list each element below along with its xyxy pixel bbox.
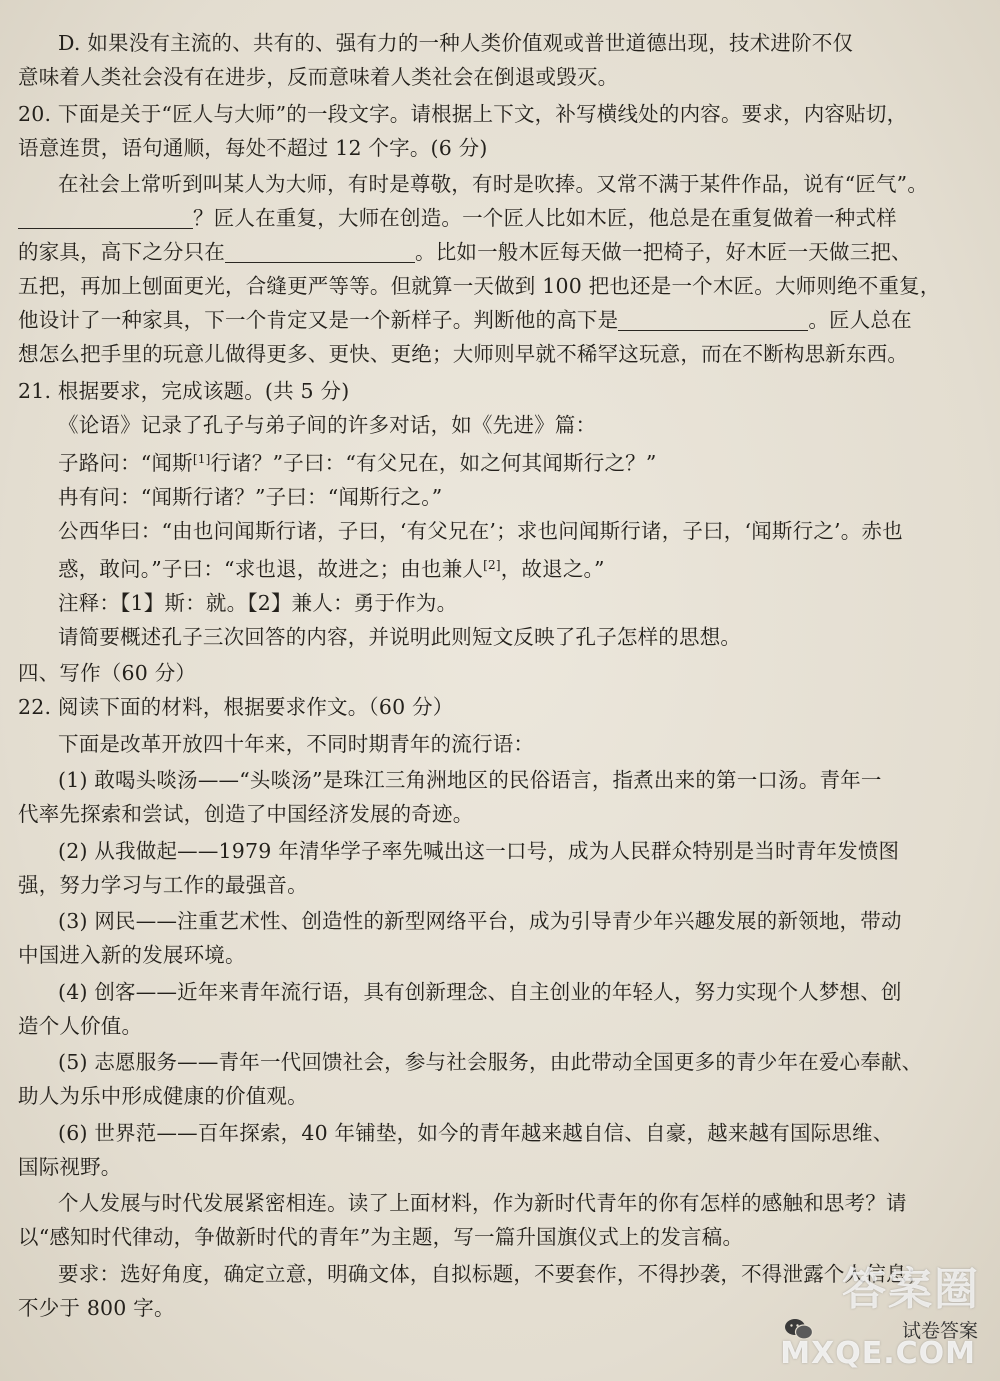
material-6-line2: 国际视野。 (18, 1154, 122, 1179)
page-content (18, 26, 978, 1325)
passage-20-line5 (18, 303, 978, 337)
answer-blank-3 (618, 310, 808, 332)
passage-21-line2-text-b: 行诸？”子曰：“有父兄在，如之何其闻斯行之？” (210, 450, 657, 475)
material-1-line1: (1) 敢喝头啖汤——“头啖汤”是珠江三角洲地区的民俗语言，指煮出来的第一口汤。青年一 (58, 768, 882, 792)
question-20-line1: 20. 下面是关于“匠人与大师”的一段文字。请根据上下文，补写横线处的内容。要求，内容贴切， (18, 101, 908, 126)
question-21: 21. 根据要求，完成该题。(共 5 分) (18, 378, 350, 403)
material-6-line1: (6) 世界范——百年探索，40 年铺垫，如今的青年越来越自信、自豪，越来越有国际思维、 (58, 1120, 894, 1145)
passage-21-line5 (18, 548, 978, 586)
passage-20-line1: 在社会上常听到叫某人为大师，有时是尊敬，有时是吹捧。又常不满于某件作品，说有“匠气”。 (58, 172, 929, 196)
material-4-line2: 造个人价值。 (18, 1013, 143, 1038)
material-4-line1: (4) 创客——近年来青年流行语，具有创新理念、自主创业的年轻人，努力实现个人梦想、创 (58, 979, 902, 1004)
passage-20-line6: 想怎么把手里的玩意儿做得更多、更快、更绝；大师则早就不稀罕这玩意，而在不断构思新东西。 (18, 342, 909, 366)
passage-20-line2-text: ？匠人在重复，大师在创造。一个匠人比如木匠，他总是在重复做着一种式样 (193, 206, 897, 230)
passage-20-line3-text-a: 的家具，高下之分只在 (18, 240, 225, 264)
passage-21-line3: 冉有问：“闻斯行诸？”子曰：“闻斯行之。” (58, 484, 443, 509)
watermark-url: MXQE.COM (780, 1336, 976, 1371)
watermark (776, 1263, 986, 1373)
material-3-line1: (3) 网民——注重艺术性、创造性的新型网络平台，成为引导青少年兴趣发展的新领地，带动 (58, 909, 902, 933)
footnote-mark-1: [1] (192, 451, 211, 466)
requirements-line2: 不少于 800 字。 (18, 1295, 175, 1320)
passage-20-line5-text-a: 他设计了一种家具，下一个肯定又是一个新样子。判断他的高下是 (18, 308, 619, 332)
option-d-line1: D. 如果没有主流的、共有的、强有力的一种人类价值观或普世道德出现，技术进阶不仅 (58, 31, 854, 55)
watermark-account-name: 试卷答案 (901, 1320, 978, 1342)
answer-blank-1 (18, 208, 193, 230)
passage-21-line1: 《论语》记录了孔子与弟子间的许多对话，如《先进》篇： (58, 412, 597, 437)
material-intro: 下面是改革开放四十年来，不同时期青年的流行语： (58, 731, 535, 756)
requirements-line1: 要求：选好角度，确定立意，明确文体，自拟标题，不要套作，不得抄袭，不得泄露个人信息； (58, 1261, 928, 1286)
question-20-line2: 语意连贯，语句通顺，每处不超过 12 个字。(6 分) (18, 135, 488, 160)
passage-21-notes: 注释：【1】斯：就。【2】兼人：勇于作为。 (58, 590, 458, 615)
question-22: 22. 阅读下面的材料，根据要求作文。（60 分） (18, 695, 454, 719)
material-2-line2: 强，努力学习与工作的最强音。 (18, 872, 308, 897)
material-5-line2: 助人为乐中形成健康的价值观。 (18, 1084, 308, 1108)
material-5-line1: (5) 志愿服务——青年一代回馈社会，参与社会服务，由此带动全国更多的青少年在爱心奉献、 (58, 1050, 923, 1074)
passage-21-line4: 公西华曰：“由也问闻斯行诸，子曰，‘有父兄在’；求也问闻斯行诸，子曰，‘闻斯行之’。赤也 (58, 518, 903, 543)
passage-20-line2 (18, 201, 978, 235)
footnote-mark-2: [2] (483, 557, 501, 572)
material-3-line2: 中国进入新的发展环境。 (18, 943, 246, 967)
passage-20-line5-text-b: 。匠人总在 (808, 308, 912, 332)
passage-20-line3-text-b: 。比如一般木匠每天做一把椅子，好木匠一天做三把、 (415, 240, 912, 264)
section-4-heading: 四、写作（60 分） (18, 661, 197, 685)
writing-prompt-line1: 个人发展与时代发展紧密相连。读了上面材料，作为新时代青年的你有怎样的感触和思考？请 (58, 1191, 907, 1215)
material-2-line1: (2) 从我做起——1979 年清华学子率先喊出这一口号，成为人民群众特别是当时青年发愤图 (58, 838, 900, 863)
watermark-logo-text: 答案圈 (842, 1264, 980, 1315)
passage-21-line2 (18, 442, 978, 480)
passage-21-line5-text-b: ，故退之。” (500, 556, 605, 581)
passage-21-line2-text-a: 子路问：“闻斯 (58, 450, 193, 475)
writing-prompt-line2: 以“感知时代律动，争做新时代的青年”为主题，写一篇升国旗仪式上的发言稿。 (18, 1225, 744, 1249)
answer-blank-2 (225, 242, 415, 264)
passage-20-line4: 五把，再加上刨面更光，合缝更严等等。但就算一天做到 100 把也还是一个木匠。大师则绝不重复， (18, 274, 941, 298)
passage-20-line3 (18, 235, 978, 269)
material-1-line2: 代率先探索和尝试，创造了中国经济发展的奇迹。 (18, 802, 474, 826)
passage-21-prompt: 请简要概述孔子三次回答的内容，并说明此则短文反映了孔子怎样的思想。 (58, 624, 742, 649)
passage-21-line5-text-a: 惑，敢问。”子曰：“求也退，故进之；由也兼人 (58, 556, 484, 581)
option-d-line2: 意味着人类社会没有在进步，反而意味着人类社会在倒退或毁灭。 (18, 65, 619, 89)
